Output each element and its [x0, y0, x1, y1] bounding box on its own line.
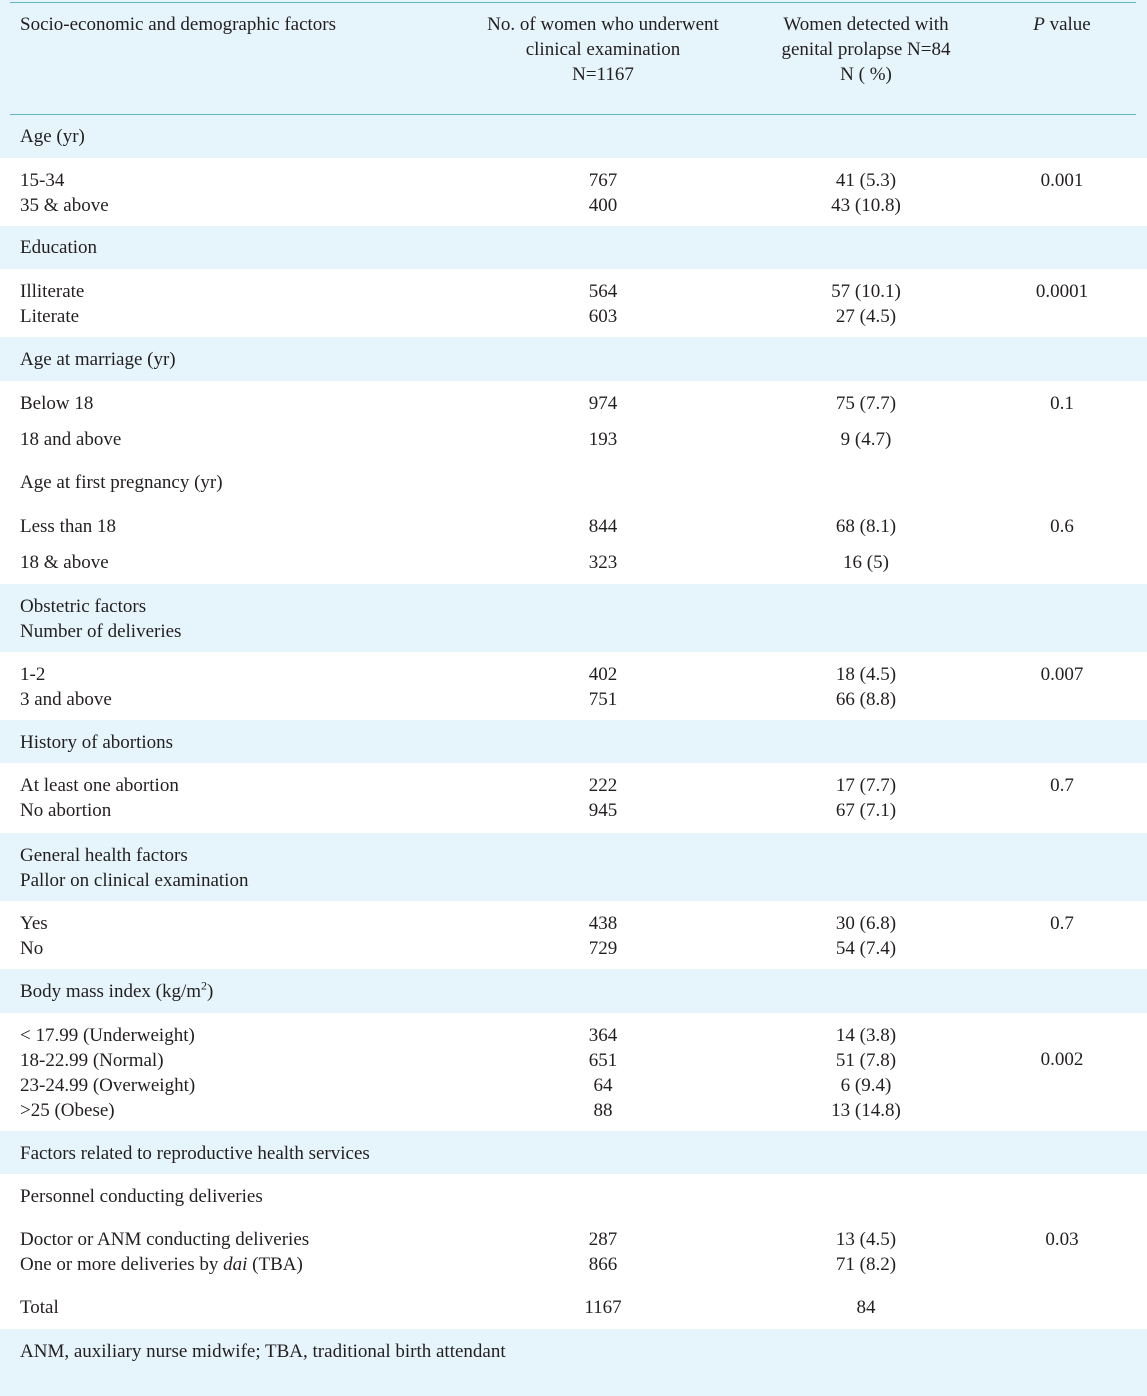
row-prolapse: 51 (7.8): [835, 1050, 897, 1071]
row-label: 3 and above: [20, 689, 112, 710]
row-label-italic: dai: [223, 1254, 248, 1275]
pallor-labels: [20, 911, 48, 961]
row-n: 945: [588, 800, 618, 821]
row-prolapse: 9 (4.7): [840, 429, 892, 450]
row-n: 729: [588, 938, 618, 959]
abortions-p-value: 0.7: [1050, 775, 1074, 796]
bmi-prolapse: [756, 1023, 976, 1123]
row-label: 15-34: [20, 170, 65, 191]
section-general-health-label: [20, 843, 248, 893]
row-n: 88: [593, 1100, 613, 1121]
row-prolapse: 13 (4.5): [835, 1229, 897, 1250]
section-abortions-label: History of abortions: [20, 732, 174, 753]
row-prolapse: 18 (4.5): [835, 664, 897, 685]
row-prolapse: 14 (3.8): [835, 1025, 897, 1046]
row-n: 402: [588, 664, 618, 685]
top-rule: [10, 2, 1136, 3]
section-abortions: [0, 720, 1147, 763]
row-n: 603: [588, 306, 618, 327]
personnel-n: [473, 1227, 733, 1277]
section-obstetric-line2: Number of deliveries: [20, 621, 182, 642]
section-obstetric-label: [20, 594, 181, 644]
row-prolapse: 43 (10.8): [831, 195, 901, 216]
personnel-p-value: 0.03: [1045, 1229, 1079, 1250]
section-general-line2: Pallor on clinical examination: [20, 870, 249, 891]
total-prolapse: 84: [856, 1297, 876, 1318]
row-label: Below 18: [20, 393, 94, 414]
section-bmi: [0, 969, 1147, 1013]
row-n: 751: [588, 689, 618, 710]
section-age-label: Age (yr): [20, 126, 85, 147]
group-abortions: [0, 763, 1147, 833]
row-n: 651: [588, 1050, 618, 1071]
row-label-post: (TBA): [247, 1254, 303, 1275]
total-label: Total: [20, 1297, 59, 1318]
row-n: 364: [588, 1025, 618, 1046]
header-p-rest: value: [1044, 14, 1091, 35]
header-women-examined-line1: No. of women who underwent: [487, 14, 719, 35]
age-first-preg-n: [473, 514, 733, 575]
abortions-prolapse: [756, 773, 976, 823]
age-marriage-p-value: 0.1: [1050, 393, 1074, 414]
row-prolapse: 6 (9.4): [840, 1075, 892, 1096]
row-n: 974: [588, 393, 618, 414]
section-repro-label: Factors related to reproductive health services: [20, 1143, 370, 1164]
age-n: [473, 168, 733, 218]
age-marriage-labels: [20, 391, 121, 452]
row-prolapse: 17 (7.7): [835, 775, 897, 796]
row-prolapse: 27 (4.5): [835, 306, 897, 327]
row-label: No: [20, 938, 44, 959]
row-n: 323: [588, 552, 618, 573]
footnote-row: [0, 1329, 1147, 1396]
row-prolapse: 75 (7.7): [835, 393, 897, 414]
section-age: [0, 124, 1147, 158]
header-prolapse-line3: N ( %): [840, 64, 892, 85]
total-n: 1167: [584, 1297, 622, 1318]
group-bmi: [0, 1013, 1147, 1131]
age-p-value: 0.001: [1040, 170, 1084, 191]
pallor-n: [473, 911, 733, 961]
table-header: [0, 12, 1147, 114]
row-label: Doctor or ANM conducting deliveries: [20, 1229, 310, 1250]
row-label: Illiterate: [20, 281, 85, 302]
abortions-labels: [20, 773, 179, 823]
header-prolapse-line1: Women detected with: [783, 14, 949, 35]
section-education: [0, 226, 1147, 269]
header-p-italic: P: [1033, 14, 1045, 35]
deliveries-prolapse: [756, 662, 976, 712]
age-first-preg-p-value: 0.6: [1050, 516, 1074, 537]
row-prolapse: 71 (8.2): [835, 1254, 897, 1275]
header-women-examined-line2: clinical examination: [525, 39, 681, 60]
row-label: No abortion: [20, 800, 112, 821]
row-label: 18 & above: [20, 552, 109, 573]
personnel-labels: [20, 1227, 309, 1277]
education-prolapse: [756, 279, 976, 329]
pallor-prolapse: [756, 911, 976, 961]
age-marriage-n: [473, 391, 733, 452]
row-label: 35 & above: [20, 195, 109, 216]
row-label: >25 (Obese): [20, 1100, 115, 1121]
section-age-first-pregnancy-label: Age at first pregnancy (yr): [20, 472, 223, 493]
row-label-pre: One or more deliveries by: [20, 1254, 224, 1275]
row-prolapse: 68 (8.1): [835, 516, 897, 537]
group-education: [0, 269, 1147, 337]
row-n: 193: [588, 429, 618, 450]
row-prolapse: 66 (8.8): [835, 689, 897, 710]
age-labels: [20, 168, 109, 218]
bmi-p-value: 0.002: [1040, 1049, 1084, 1070]
bmi-sup: 2: [201, 978, 208, 993]
pallor-p-value: 0.7: [1050, 913, 1074, 934]
row-label: 18-22.99 (Normal): [20, 1050, 164, 1071]
row-label: At least one abortion: [20, 775, 179, 796]
deliveries-p-value: 0.007: [1040, 664, 1084, 685]
education-p-value: 0.0001: [1035, 281, 1089, 302]
row-n: 767: [588, 170, 618, 191]
group-personnel: [0, 1174, 1147, 1329]
row-n: 400: [588, 195, 618, 216]
row-prolapse: 30 (6.8): [835, 913, 897, 934]
group-age-marriage-and-first-pregnancy: [0, 381, 1147, 584]
row-n: 222: [588, 775, 618, 796]
age-marriage-prolapse: [756, 391, 976, 452]
education-labels: [20, 279, 84, 329]
group-age: [0, 158, 1147, 226]
education-n: [473, 279, 733, 329]
bmi-close: ): [207, 981, 214, 1002]
header-prolapse-line2: genital prolapse N=84: [781, 39, 951, 60]
section-education-label: Education: [20, 237, 98, 258]
section-repro: [0, 1131, 1147, 1174]
row-prolapse: 57 (10.1): [831, 281, 901, 302]
row-prolapse: 41 (5.3): [835, 170, 897, 191]
section-obstetric-line1: Obstetric factors: [20, 596, 147, 617]
row-n: 866: [588, 1254, 618, 1275]
section-general-health: [0, 833, 1147, 901]
row-label: Literate: [20, 306, 80, 327]
age-first-preg-prolapse: [756, 514, 976, 575]
footnote: ANM, auxiliary nurse midwife; TBA, traditional birth attendant: [20, 1341, 506, 1362]
header-rule: [10, 114, 1136, 115]
row-n: 564: [588, 281, 618, 302]
bmi-n: [473, 1023, 733, 1123]
row-prolapse: 67 (7.1): [835, 800, 897, 821]
row-prolapse: 13 (14.8): [831, 1100, 901, 1121]
header-women-examined-line3: N=1167: [572, 64, 634, 85]
row-label: 18 and above: [20, 429, 122, 450]
abortions-n: [473, 773, 733, 823]
bmi-text: Body mass index (kg/m: [20, 981, 202, 1002]
age-first-preg-labels: [20, 514, 116, 575]
row-prolapse: 16 (5): [843, 552, 889, 573]
header-factors: Socio-economic and demographic factors: [20, 14, 337, 35]
row-label: 23-24.99 (Overweight): [20, 1075, 196, 1096]
age-prolapse: [756, 168, 976, 218]
header-prolapse: [756, 12, 976, 87]
row-n: 64: [593, 1075, 613, 1096]
deliveries-n: [473, 662, 733, 712]
row-label: [20, 1252, 309, 1277]
row-label: < 17.99 (Underweight): [20, 1025, 195, 1046]
deliveries-labels: [20, 662, 112, 712]
row-label: 1-2: [20, 664, 46, 685]
section-personnel-label: Personnel conducting deliveries: [20, 1186, 263, 1207]
bmi-labels: [20, 1023, 195, 1123]
row-n: 438: [588, 913, 618, 934]
row-n: 287: [588, 1229, 618, 1250]
row-prolapse: 54 (7.4): [835, 938, 897, 959]
group-deliveries: [0, 652, 1147, 720]
section-age-marriage-label: Age at marriage (yr): [20, 349, 176, 370]
row-label: Less than 18: [20, 516, 117, 537]
personnel-prolapse: [756, 1227, 976, 1277]
section-age-marriage: [0, 337, 1147, 381]
header-women-examined: [473, 12, 733, 87]
section-general-line1: General health factors: [20, 845, 188, 866]
header-p-value: [992, 12, 1132, 37]
section-obstetric: [0, 584, 1147, 652]
row-n: 844: [588, 516, 618, 537]
group-pallor: [0, 901, 1147, 969]
row-label: Yes: [20, 913, 48, 934]
section-bmi-label: [20, 979, 213, 1004]
